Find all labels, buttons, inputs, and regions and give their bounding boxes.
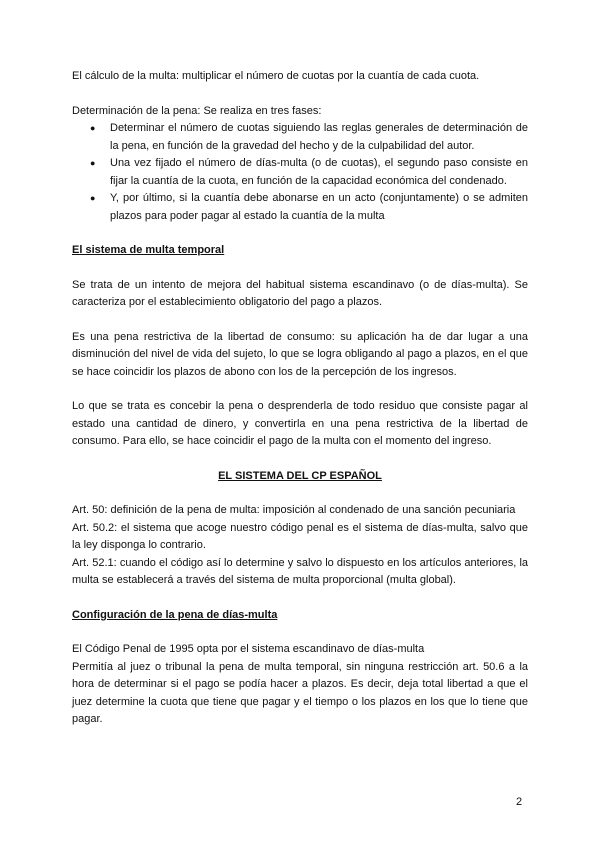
paragraph-codigo-1995: El Código Penal de 1995 opta por el sistema escandinavo de días-multa: [72, 643, 425, 655]
paragraph-concebir-pena: Lo que se trata es concebir la pena o desprenderla de todo residuo que consiste pagar al estado una cantidad de dinero, y convertirla en una pena restrictiva de la libertad de consumo. Para ello, se hace coincidir el pago de la multa con el momento del ingreso.: [72, 400, 528, 447]
document-body: [72, 68, 528, 729]
phases-list: [72, 120, 528, 225]
list-item: ● Una vez fijado el número de días-multa (o de cuotas), el segundo paso consiste en fijar la cuantía de la cuota, en función de la capacidad económica del condenado.: [110, 155, 528, 190]
list-item: ● Y, por último, si la cuantía debe abonarse en un acto (conjuntamente) o se admiten plazos para poder pagar al estado la cuantía de la multa: [110, 190, 528, 225]
list-item: ● Determinar el número de cuotas siguiendo las reglas generales de determinación de la pena, en función de la gravedad del hecho y de la culpabilidad del autor.: [110, 120, 528, 155]
paragraph-permitia: Permitía al juez o tribunal la pena de multa temporal, sin ninguna restricción art. 50.6 a la hora de determinar si el pago se podía hacer a plazos. Es decir, deja total libertad a que el juez determine la cuota que tiene que pagar y el tiempo o los plazos en los que lo tiene que pagar.: [72, 660, 528, 725]
heading-configuracion: Configuración de la pena de días-multa: [72, 608, 278, 621]
paragraph-art-52-1: Art. 52.1: cuando el código así lo determine y salvo lo dispuesto en los artículos anteriores, la multa se establecerá a través del sistema de multa proporcional (multa global).: [72, 556, 528, 586]
paragraph-determinacion: Determinación de la pena: Se realiza en tres fases:: [72, 104, 322, 117]
heading-sistema-cp: EL SISTEMA DEL CP ESPAÑOL: [218, 469, 382, 482]
page-number: 2: [516, 796, 523, 808]
paragraph-pena-restrictiva: Es una pena restrictiva de la libertad de consumo: su aplicación ha de dar lugar a una disminución del nivel de vida del sujeto, lo que se logra obligando al pago a plazos, en el que se hace coincidir los plazos de abono con los de la percepción de los ingresos.: [72, 330, 528, 378]
heading-multa-temporal: El sistema de multa temporal: [72, 244, 225, 256]
paragraph-intento-mejora: Se trata de un intento de mejora del habitual sistema escandinavo (o de días-multa). Se caracteriza por el establecimiento obligatorio del pago a plazos.: [72, 278, 528, 308]
paragraph-art-50: Art. 50: definición de la pena de multa: imposición al condenado de una sanción pecuniaria: [72, 504, 516, 516]
paragraph-art-50-2: Art. 50.2: el sistema que acoge nuestro código penal es el sistema de días-multa, salvo que la ley disponga lo contrario.: [72, 521, 528, 551]
paragraph-calculo: El cálculo de la multa: multiplicar el número de cuotas por la cuantía de cada cuota.: [72, 70, 480, 82]
